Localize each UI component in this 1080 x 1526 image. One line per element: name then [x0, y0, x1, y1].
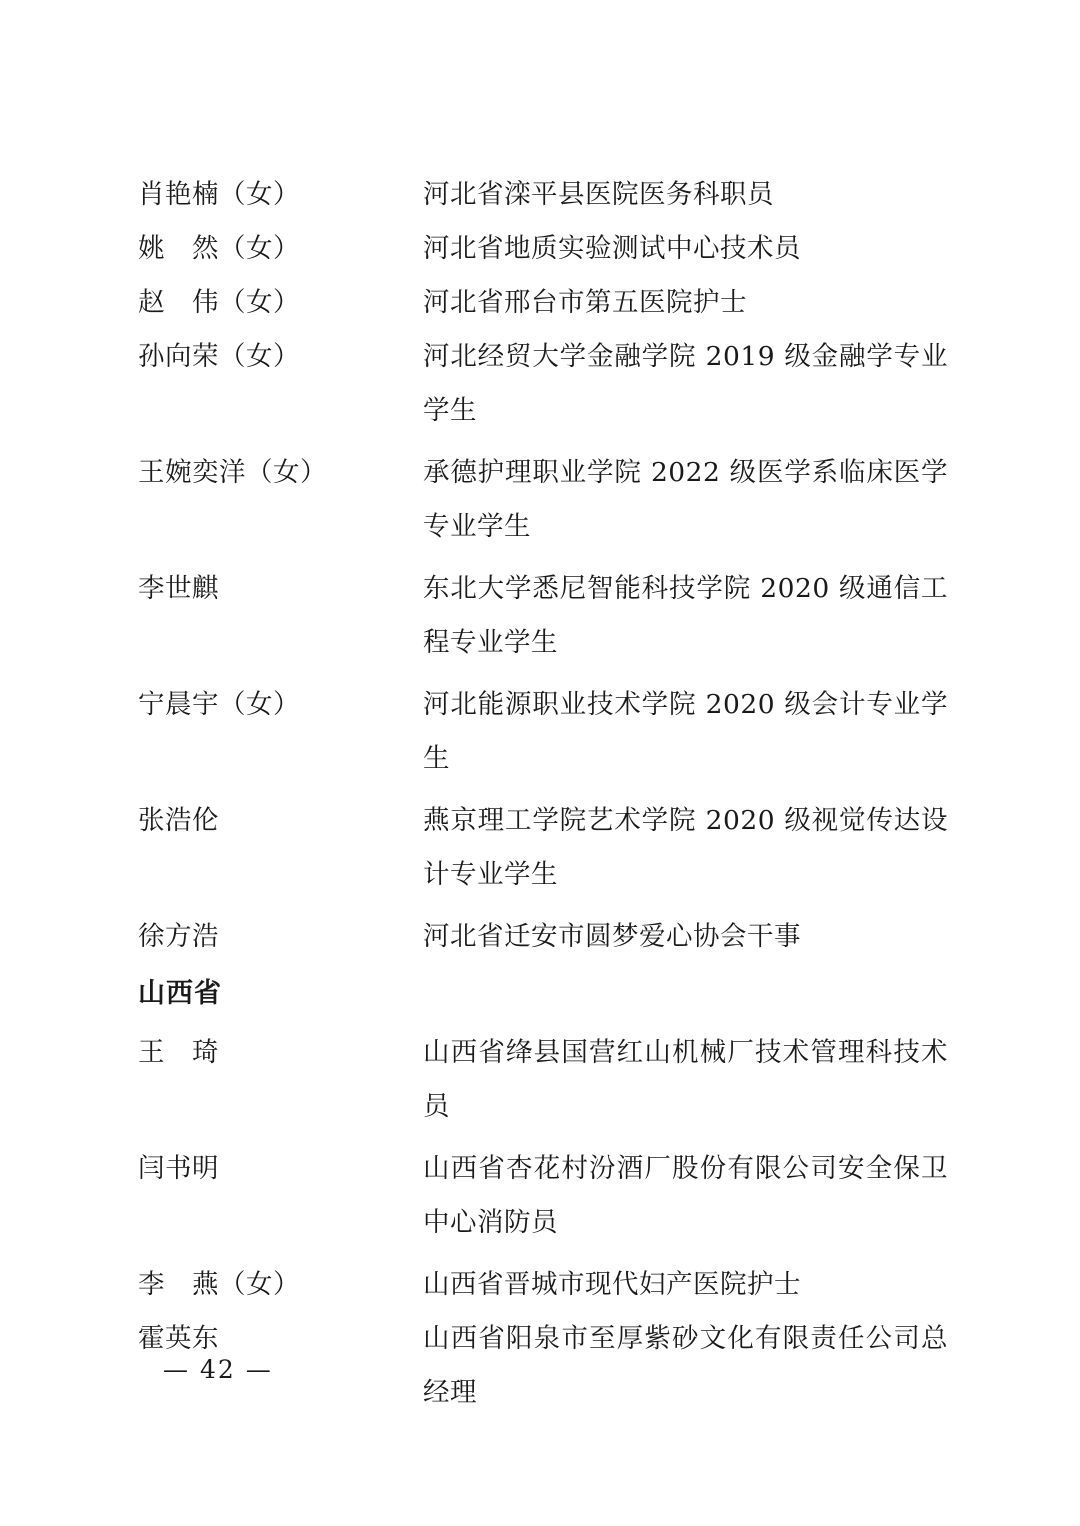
recipient-name: 李世麒 — [138, 573, 219, 604]
award-recipient-list — [138, 168, 948, 1428]
recipient-name: 宁晨宇（女） — [138, 689, 300, 720]
recipient-name: 姚 然（女） — [138, 233, 300, 264]
recipient-affiliation: 河北省地质实验测试中心技术员 — [423, 233, 801, 264]
recipient-affiliation: 山西省晋城市现代妇产医院护士 — [423, 1269, 801, 1300]
recipient-row — [138, 330, 948, 438]
recipient-name: 赵 伟（女） — [138, 287, 300, 318]
recipient-affiliation: 河北省迁安市圆梦爱心协会干事 — [423, 921, 801, 952]
recipient-name: 肖艳楠（女） — [138, 179, 300, 210]
recipient-affiliation: 河北能源职业技术学院 2020 级会计专业学生 — [423, 689, 948, 774]
recipient-row — [138, 168, 948, 222]
recipient-affiliation: 燕京理工学院艺术学院 2020 级视觉传达设计专业学生 — [423, 805, 948, 890]
recipient-row — [138, 1142, 948, 1250]
recipient-name: 张浩伦 — [138, 805, 219, 836]
recipient-name: 霍英东 — [138, 1323, 219, 1354]
recipient-row — [138, 446, 948, 554]
recipient-affiliation: 承德护理职业学院 2022 级医学系临床医学专业学生 — [423, 457, 948, 542]
recipient-row — [138, 222, 948, 276]
recipient-name: 王 琦 — [138, 1037, 219, 1068]
recipient-row — [138, 276, 948, 330]
recipient-row — [138, 1026, 948, 1134]
page-number: — 42 — — [163, 1355, 273, 1384]
section-heading: 山西省 — [138, 978, 222, 1009]
recipient-name: 闫书明 — [138, 1153, 219, 1184]
recipient-row — [138, 910, 948, 964]
recipient-affiliation: 东北大学悉尼智能科技学院 2020 级通信工程专业学生 — [423, 573, 948, 658]
recipient-name: 李 燕（女） — [138, 1269, 300, 1300]
recipient-affiliation: 山西省阳泉市至厚紫砂文化有限责任公司总经理 — [423, 1323, 948, 1408]
recipient-row — [138, 794, 948, 902]
recipient-name: 王婉奕洋（女） — [138, 457, 327, 488]
recipient-affiliation: 山西省绛县国营红山机械厂技术管理科技术员 — [423, 1037, 948, 1122]
recipient-affiliation: 河北经贸大学金融学院 2019 级金融学专业学生 — [423, 341, 948, 426]
recipient-affiliation: 山西省杏花村汾酒厂股份有限公司安全保卫中心消防员 — [423, 1153, 948, 1238]
recipient-affiliation: 河北省邢台市第五医院护士 — [423, 287, 747, 318]
recipient-row — [138, 1258, 948, 1312]
recipient-row — [138, 678, 948, 786]
recipient-name: 徐方浩 — [138, 921, 219, 952]
recipient-name: 孙向荣（女） — [138, 341, 300, 372]
recipient-row — [138, 562, 948, 670]
recipient-affiliation: 河北省滦平县医院医务科职员 — [423, 179, 774, 210]
